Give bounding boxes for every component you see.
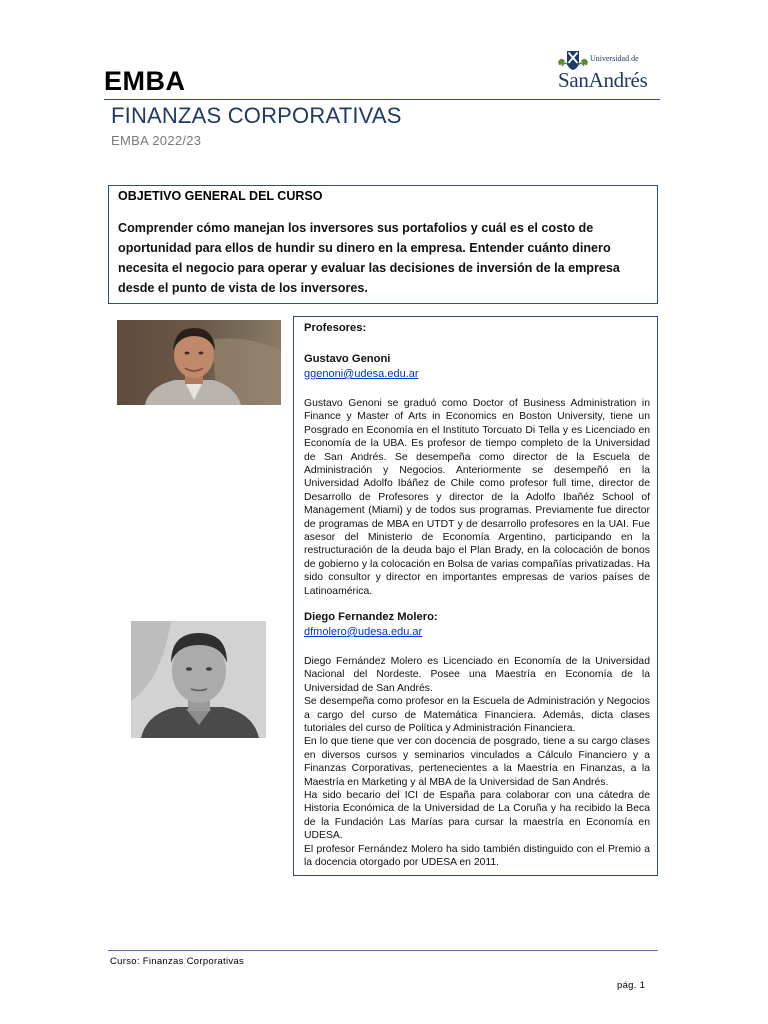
- professor-name: Diego Fernandez Molero:: [304, 611, 438, 623]
- professor-email-link[interactable]: dfmolero@udesa.edu.ar: [304, 626, 423, 638]
- logo-university-label: Universidad de: [590, 54, 639, 63]
- footer-divider: [108, 950, 658, 951]
- bio-paragraph: El profesor Fernández Molero ha sido también distinguido con el Premio a la docencia otorgado por UDESA en 2011.: [304, 843, 650, 869]
- course-title: FINANZAS CORPORATIVAS: [111, 103, 402, 128]
- professor-photo-genoni: [117, 320, 281, 405]
- objective-text: Comprender cómo manejan los inversores sus portafolios y cuál es el costo de oportunidad para ellos de hundir su dinero en la empresa. Entender cuánto dinero necesita el negocio para operar y evaluar las decisiones de inversión de la empresa desde el punto de vista de los inversores.: [118, 221, 620, 295]
- professor-photo-fernandez-molero: [131, 621, 266, 738]
- bio-paragraph: Ha sido becario del ICI de España para colaborar con una cátedra de Historia Económica de la Universidad de La Coruña y ha recibido la Beca de la Fundación Las Marías para cursar la maestría en Economía en UDESA.: [304, 790, 650, 842]
- bio-paragraph: En lo que tiene que ver con docencia de posgrado, tiene a su cargo clases en diversos cursos y seminarios vinculados a Cálculo Financiero y a Finanzas Corporativas, pertenecientes a la Maestría en Finanzas, a la Maestría en Marketing y al MBA de la Universidad de San Andrés.: [304, 736, 650, 788]
- professor-bio: Gustavo Genoni se graduó como Doctor of Business Administration in Finance y Master of Arts in Economics en Boston University, tiene un Posgrado en Economía en el Instituto Torcuato Di Tella y es Licenciado en Economía de la UBA. Es profesor de tiempo completo de la Universidad de San Andrés. Se desempeña como director de la Escuela de Administración y Negocios. Anteriormente se desempeñó en la Universidad Adolfo Ibáñez de Chile como profesor full time, director de Desarrollo de Profesores y director de la Adolfo Ibañéz School of Management (Miami) y de todos sus programas. Previamente fue director de programas de MBA en UTDT y de desarrollo profesores en la UAI. Fue asesor del Ministerio de Economía Argentino, participando en la restructuración de la deuda bajo el Plan Brady, en la colocación de bonos de gobierno y la colocación en Bolsa de varias compañías privatizadas. Ha sido consultor y director en importantes empresas de varios países de Latinoamérica.: [304, 398, 650, 597]
- university-logo: [556, 49, 660, 95]
- page-number: pág. 1: [617, 980, 646, 991]
- bio-paragraph: Se desempeña como profesor en la Escuela de Administración y Negocios a cargo del curso de Matemática Financiera. Además, dicta clases tutoriales del curso de Política y Administración Financiera.: [304, 696, 650, 735]
- objective-box: [108, 185, 658, 304]
- logo-name: SanAndrés: [558, 68, 648, 92]
- bio-paragraph: Diego Fernández Molero es Licenciado en Economía de la Universidad Nacional del Nordeste. Posee una Maestría en Economía de la Universidad de San Andrés.: [304, 656, 650, 694]
- professor-name: Gustavo Genoni: [304, 353, 391, 365]
- objective-heading: OBJETIVO GENERAL DEL CURSO: [118, 189, 323, 203]
- header-divider: [104, 99, 660, 100]
- course-subtitle: EMBA 2022/23: [111, 133, 202, 148]
- professor-bio: [304, 655, 650, 870]
- professor-email-link[interactable]: ggenoni@udesa.edu.ar: [304, 368, 419, 380]
- professors-heading: Profesores:: [304, 322, 367, 334]
- professors-box: [293, 316, 658, 876]
- program-title: EMBA: [104, 66, 186, 96]
- footer-course: Curso: Finanzas Corporativas: [110, 956, 245, 967]
